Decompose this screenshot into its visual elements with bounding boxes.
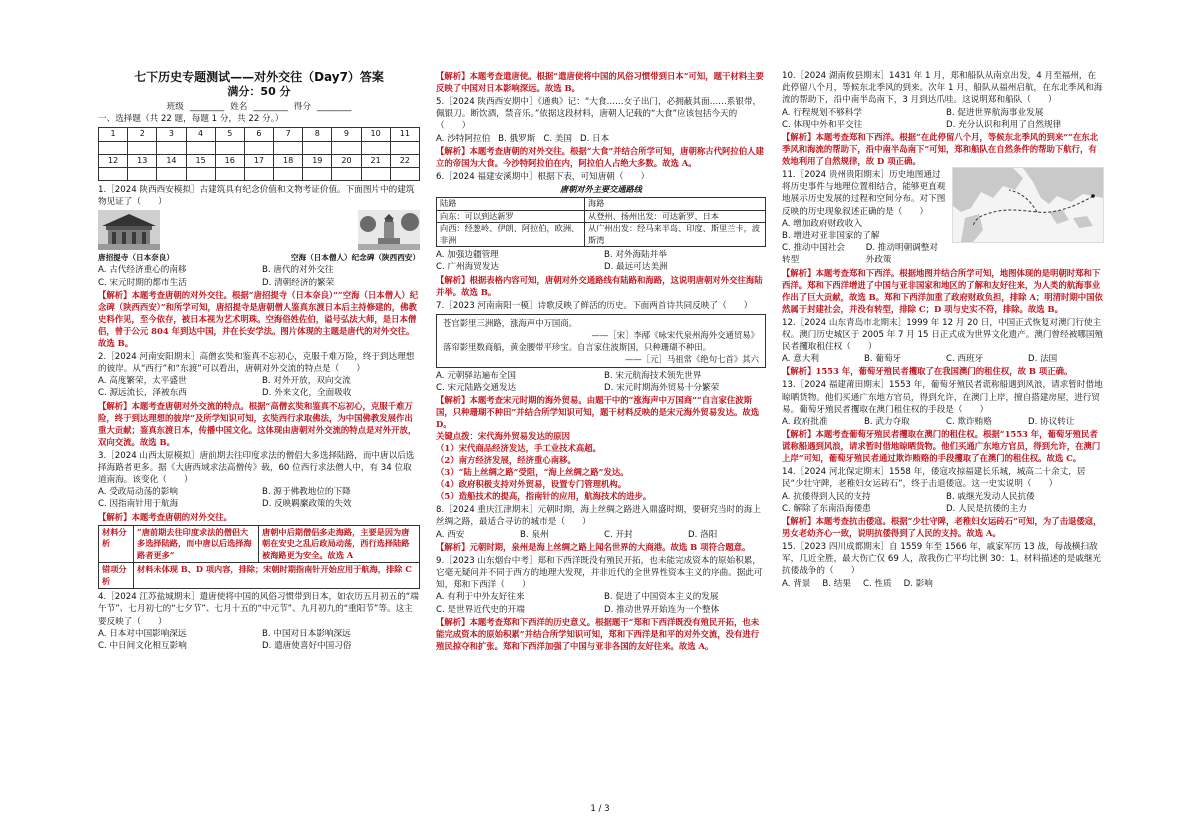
option: A. 背景 bbox=[782, 578, 811, 589]
page-title: 七下历史专题测试——对外交往（Day7）答案 bbox=[134, 70, 384, 84]
q6-options bbox=[436, 249, 766, 273]
option: B. 结果 bbox=[822, 578, 851, 589]
table-cell: 材料分析 bbox=[99, 525, 134, 563]
option: A. 古代经济重心的南移 bbox=[98, 265, 187, 276]
option: A. 沙特阿拉伯 bbox=[436, 133, 491, 144]
option: B. 中国对日本影响深远 bbox=[262, 628, 351, 639]
option: B. 葡萄牙 bbox=[864, 354, 902, 365]
q10-analysis: 【解析】本题考查郑和下西洋。根据“在此停留八个月，等候东北季风的到来”“在东北季风和海流的帮助下，沿中南半岛南下”可知，郑和船队在自然条件的帮助下航行，有效地利用了自然规律，故 D 项正确。 bbox=[782, 132, 1098, 167]
q7-analysis: 【解析】本题考查宋元时期的海外贸易。由题干中的“涨海声中万国商”“自言家住波斯国，只种珊瑚不种田”并结合所学知识可知，题干材料反映的是宋元海外贸易发达。故选 D。 bbox=[436, 395, 760, 430]
question-15: 15.［2023 四川成都期末］自 1559 年至 1566 年，戚家军历 13 战，每战横扫敌军，几近全胜，最大伤亡仅 69 人，敌我伤亡平均比例 30：1。材料描述的是戚继光抗倭战争的（ ） bbox=[782, 542, 1102, 577]
option: C. 体现中外和平交往 bbox=[782, 119, 863, 130]
question-11: 11.［2024 贵州贵阳期末］历史地图通过将历史事件与地理位置相结合，能够更直观地展示历史发展的过程和空间分布。对下图反映的历史现象叙述正确的是（ ） bbox=[782, 170, 946, 217]
q7-keypoint-title: 关键点拨：宋代海外贸易发达的原因 bbox=[436, 431, 570, 442]
option: C. 解除了东南沿海倭患 bbox=[782, 503, 871, 514]
table-cell: 向东：可以到达新罗 bbox=[437, 210, 585, 223]
option: D. 洛阳 bbox=[688, 529, 718, 540]
q1-captions bbox=[98, 252, 420, 264]
option: A. 政府批准 bbox=[782, 417, 828, 428]
table-cell: 向西：经葱岭、伊朗、阿拉伯，欧洲、非洲 bbox=[437, 223, 585, 247]
option: A. 高度繁荣，太平盛世 bbox=[98, 376, 187, 387]
q8-options bbox=[436, 529, 766, 541]
answer-grid-blank-row bbox=[99, 141, 420, 154]
poem-source: ——［宋］李邴《咏宋代泉州海外交通贸易》 bbox=[591, 329, 759, 340]
q10-options bbox=[782, 107, 1104, 131]
option: C. 推动中国社会转型 bbox=[782, 243, 846, 266]
q7-poem-box bbox=[436, 314, 766, 368]
question-1: 1.［2024 陕西西安模拟］古建筑具有纪念价值和文物考证价值。下面图片中的建筑物见证了（ ） bbox=[98, 184, 415, 208]
table-cell: 材料未体现 B、D 项内容，排除；宋朝时期指南针开始应用于航海，排除 C bbox=[134, 563, 420, 589]
q6-table-caption: 唐朝对外主要交通路线 bbox=[560, 184, 642, 195]
option: B. 对外开放，双向交流 bbox=[262, 376, 351, 387]
option: A. 日本对中国影响深远 bbox=[98, 628, 187, 639]
option: A. 行程规划不够科学 bbox=[782, 107, 862, 118]
question-8: 8.［2024 重庆江津期末］元朝时期，海上丝绸之路进入鼎盛时期，要研究当时的海上丝绸之路，最适合寻访的城市是（ ） bbox=[436, 505, 761, 528]
q14-options bbox=[782, 491, 1104, 515]
option: D. 日本 bbox=[579, 133, 610, 144]
option: D. 协议转让 bbox=[1028, 417, 1075, 428]
option: A. 受政局动荡的影响 bbox=[98, 487, 178, 498]
question-13: 13.［2024 福建莆田期末］1553 年，葡萄牙殖民者谎称船遇到风浪，请求暂时借地晾晒货物。他们买通广东地方官员，得到允许，在澳门上岸，擅自搭建房屋，进行贸易。葡萄牙殖民者攫取在澳门租住权的手段是（ ） bbox=[782, 380, 1103, 415]
answer-grid bbox=[98, 127, 420, 180]
option: A. 抗倭得到人民的支持 bbox=[782, 491, 871, 502]
question-5: 5.［2024 陕西西安期中］《通典》记：“大食……女子出门，必拥蔽其面……系银带，佩银刀。断饮酒，禁音乐。”依据这段材料，唐朝人记载的“大食”应该包括今天的（ ） bbox=[436, 97, 762, 132]
option: C. 西班牙 bbox=[946, 354, 984, 365]
option: A. 增加政府财政收入 bbox=[782, 218, 862, 229]
option: D. 充分认识和利用了自然规律 bbox=[946, 119, 1062, 130]
poem-line: 苍官影里三洲路，涨海声中万国商。 bbox=[443, 317, 577, 328]
table-cell: 错项分析 bbox=[99, 563, 134, 589]
q7-keypoint: （1）宋代商品经济发达，手工业技术高超。 bbox=[436, 443, 601, 454]
option: B. 俄罗斯 bbox=[498, 133, 536, 144]
table-header: 陆路 bbox=[437, 198, 585, 211]
option: C. 性质 bbox=[862, 578, 892, 589]
question-2: 2.［2024 河南安阳期末］高僧玄奘和鉴真不忘初心，克服千难万险，终于到达理想的彼岸。从“西行”和“东渡”可以看出，唐朝对外交流的特点是（ ） bbox=[98, 351, 415, 375]
option: D. 人民是抗倭的主力 bbox=[946, 503, 1027, 514]
q7-keypoint: （3）“陆上丝绸之路”受阻，“海上丝绸之路”发达。 bbox=[436, 467, 629, 478]
table-cell: 唐朝中后期僧侣多走海路，主要是因为唐朝在安史之乱后政局动荡，西行选择陆路被海路更为安全。故选 A bbox=[259, 525, 420, 563]
q9-options bbox=[436, 591, 766, 615]
class-label: 班级 bbox=[166, 102, 184, 112]
question-12: 12.［2024 山东青岛市北期末］1999 年 12 月 20 日，中国正式恢复对澳门行使主权。澳门历史城区于 2005 年 7 月 15 日正式成为世界文化遗产。澳门曾经被哪国殖民者攫取租住权（ ） bbox=[782, 317, 1104, 353]
option: B. 宋元航海技术领先世界 bbox=[604, 370, 702, 381]
section-heading: 一、选择题（共 22 题，每题 1 分，共 22 分。） bbox=[98, 114, 284, 125]
option: C. 因指南针用于航海 bbox=[98, 499, 179, 510]
option: A. 加强边疆管理 bbox=[436, 250, 499, 261]
student-info-line: 班级 ________ 姓名 ________ 得分 ________ bbox=[166, 102, 352, 112]
name-label: 姓名 bbox=[230, 102, 248, 112]
q13-options bbox=[782, 416, 1104, 428]
q2-options bbox=[98, 375, 420, 399]
q12-analysis: 【解析】1553 年，葡萄牙殖民者攫取了在我国澳门的租住权，故 B 项正确。 bbox=[782, 366, 1073, 377]
poem-line: 落帘影里数商船，黄金腰带平珍宝。自言家住波斯国，只种珊瑚不种田。 bbox=[443, 341, 711, 352]
option: B. 源于佛教地位的下降 bbox=[262, 487, 351, 498]
table-header: 海路 bbox=[585, 198, 766, 211]
q1-options bbox=[98, 264, 420, 288]
option: D. 清朝经济的繁荣 bbox=[262, 277, 335, 288]
q8-analysis: 【解析】元朝时期，泉州是海上丝绸之路上闻名世界的大商港。故选 B 项符合题意。 bbox=[436, 541, 751, 552]
option: C. 宋元陆路交通发达 bbox=[436, 383, 517, 394]
option: B. 促进了中国资本主义的发展 bbox=[604, 592, 719, 603]
question-6: 6.［2024 福建安溪期中］根据下表，可知唐朝（ ） bbox=[436, 171, 650, 182]
q1-analysis: 【解析】本题考查唐朝的对外交往。根据“唐招提寺（日本奈良）”“空海（日本僧人）纪念碑（陕西西安）”和所学可知，唐招提寺是唐朝僧人鉴真东渡日本后主持修建的，佛教史料作见，至今依存，被日本视为艺术明珠。空海俗姓佐伯，谥号弘法大师，是日本僧侣，曾于公元 804 年到达中国，并在长安学法。图片体现的主题是唐代的对外交往。故选 B。 bbox=[98, 289, 419, 348]
q3-analysis-table bbox=[98, 525, 420, 590]
q3-analysis: 【解析】本题考查唐朝的对外交往。 bbox=[98, 511, 232, 522]
option: C. 宋元时期的都市生活 bbox=[98, 277, 187, 288]
score-label: 得分 bbox=[293, 102, 311, 112]
column-right bbox=[782, 70, 1104, 590]
poem-source: ——［元］马祖常《绝句七首》其六 bbox=[625, 353, 759, 364]
table-cell: 从登州、扬州出发：可达新罗、日本 bbox=[585, 210, 766, 223]
option: D. 法国 bbox=[1028, 354, 1058, 365]
option: C. 美国 bbox=[543, 133, 572, 144]
option: D. 遣唐使喜好中国习俗 bbox=[262, 640, 352, 651]
q7-keypoint: （4）政府积极支持对外贸易，设置专门管理机构。 bbox=[436, 479, 627, 490]
answer-grid-blank-row bbox=[99, 167, 420, 180]
question-7: 7.［2023 河南南阳一模］诗歌反映了鲜活的历史。下面两首诗共同反映了（ ） bbox=[436, 300, 753, 311]
column-left bbox=[98, 70, 420, 652]
question-3: 3.［2024 山西太原模拟］唐前期去往印度求法的僧侣大多选择陆路，而中唐以后选择海路者更多。据《大唐西域求法高僧传》载，60 位西行求法僧人中，有 34 位取道南海。该变化（ ） bbox=[98, 450, 415, 486]
option: D. 推动世界开始连为一个整体 bbox=[604, 604, 720, 615]
option: A. 西安 bbox=[436, 529, 465, 540]
option: D. 推动明朝调整对外政策 bbox=[865, 243, 938, 266]
question-9: 9.［2023 山东烟台中考］郑和下西洋既没有殖民开拓，也未能完成资本的原始积累，它毫无疑问并不同于西方的地理大发现，并非近代的全世界性资本主义的序曲。据此可知，郑和下西洋（ ） bbox=[436, 555, 763, 591]
column-middle bbox=[436, 70, 766, 652]
q3-options bbox=[98, 486, 420, 510]
option: D. 反映羁縻政策的失效 bbox=[262, 499, 352, 510]
q7-keypoint: （2）南方经济发展，经济重心南移。 bbox=[436, 455, 576, 466]
option: B. 促进世界航海事业发展 bbox=[946, 107, 1044, 118]
option: C. 是世界近代史的开端 bbox=[436, 604, 525, 615]
q14-analysis: 【解析】本题考查抗击倭寇。根据“少壮守陴，老稚妇女运砖石”可知，为了击退倭寇，男女老幼齐心一致，说明抗倭得到了人民的支持。故选 A。 bbox=[782, 516, 1102, 539]
option: B. 泉州 bbox=[520, 529, 549, 540]
temple-photo bbox=[98, 210, 160, 250]
q5-analysis: 【解析】本题考查唐朝的对外交往。根据“大食”并结合所学可知，唐朝称古代阿拉伯人建立的帝国为大食。今沙特阿拉伯在内，阿拉伯人占绝大多数。故选 A。 bbox=[436, 145, 764, 168]
q4-options bbox=[98, 628, 420, 652]
option: D. 最远可达美洲 bbox=[604, 262, 668, 273]
page-number: 1 / 3 bbox=[590, 804, 610, 814]
monument-photo bbox=[358, 210, 420, 250]
q13-analysis: 【解析】本题考查葡萄牙殖民者攫取在澳门的租住权。根据“1553 年，葡萄牙殖民者谎称船遇到风浪，请求暂时借地晾晒货物。他们买通广东地方官员，得到允许，在澳门上岸”可知，葡萄牙殖民者通过欺诈贿赂的手段攫取了在澳门的租住权。故选 C。 bbox=[782, 429, 1101, 464]
question-10: 10.［2024 湖南攸县期末］1431 年 1 月，郑和船队从南京出发，4 月至福州，在此停留八个月，等候东北季风的到来。次年 1 月，船队从福州启航，在东北季风和海流的帮助下，沿中南半岛南下，3 月到达爪哇。这说明郑和船队（ ） bbox=[782, 71, 1103, 106]
q15-options bbox=[782, 578, 1104, 590]
q1-images bbox=[98, 210, 420, 250]
question-14: 14.［2024 河北保定期末］1558 年，倭寇攻掠福建长乐城，城高二十余丈，居民“少壮守陴，老稚妇女运砖石”，终于击退倭寇。这一史实说明（ ） bbox=[782, 467, 1086, 490]
table-cell: “唐前期去往印度求法的僧侣大多选择陆路，而中唐以后选择海路者更多” bbox=[134, 525, 259, 563]
option: C. 广州海贸发达 bbox=[436, 262, 500, 273]
option: A. 意大利 bbox=[782, 354, 819, 365]
answer-grid-row: 12 13 14 15 16 17 18 19 20 21 22 bbox=[99, 154, 420, 167]
q1-caption-right: 空海（日本僧人）纪念碑（陕西西安） bbox=[290, 253, 420, 263]
voyage-route-map bbox=[952, 167, 1104, 243]
option: C. 中日间文化相互影响 bbox=[98, 640, 187, 651]
option: A. 有利于中外友好往来 bbox=[436, 592, 525, 603]
answer-grid-row: 1 2 3 4 5 6 7 8 9 10 11 bbox=[99, 128, 420, 141]
option: C. 欺诈贿赂 bbox=[946, 417, 992, 428]
question-4: 4.［2024 江苏盐城期末］遣唐使将中国的风俗习惯带到日本，如农历五月初五的“端午节”、七月初七的“七夕节”、七月十五的“中元节”、九月初九的“重阳节”等。这主要反映了（ ） bbox=[98, 592, 419, 627]
option: C. 源远流长，泽被东西 bbox=[98, 388, 187, 399]
option: B. 唐代的对外交往 bbox=[262, 265, 334, 276]
q7-options bbox=[436, 370, 766, 394]
option: B. 增进对亚非国家的了解 bbox=[782, 231, 880, 242]
q11-analysis: 【解析】本题考查郑和下西洋。根据地图并结合所学可知，地图体现的是明朝时郑和下西洋。郑和下西洋增进了中国与亚非国家和地区的了解和友好往来，为人类的航海事业作出了巨大贡献，故选 B。郑和下西洋加重了政府财政负担，排除 A；明清时期中国依然属于封建社会，并没有转型，排除 C；D 项与史实不符，排除。故选 B。 bbox=[782, 267, 1103, 314]
option: D. 宋元时期海外贸易十分繁荣 bbox=[604, 383, 720, 394]
q2-analysis: 【解析】本题考查唐朝对外交流的特点。根据“高僧玄奘和鉴真不忘初心，克服千难万险，终于到达理想的彼岸”及所学知识可知，玄奘西行求取佛法，为中国佛教发展作出重大贡献；鉴真东渡日本，传播中国文化。这体现由唐朝对外交流的特点是对外开放，双向交流。故选 B。 bbox=[98, 400, 417, 447]
option: A. 元朝驿站遍布全国 bbox=[436, 370, 516, 381]
q9-analysis: 【解析】本题考查郑和下西洋的历史意义。根据题干“郑和下西洋既没有殖民开拓，也未能完成资本的原始积累”并结合所学知识可知，郑和下西洋是和平的对外交流，没有进行殖民掠夺和扩张。郑和下西洋加强了中国与亚非各国的友好往来。故选 A。 bbox=[436, 616, 760, 651]
full-score: 满分：50 分 bbox=[227, 85, 291, 98]
q1-caption-left: 唐招提寺（日本奈良） bbox=[98, 253, 174, 263]
option: B. 武力夺取 bbox=[864, 417, 910, 428]
table-cell: 从广州出发：经马来半岛、印度、斯里兰卡，波斯湾 bbox=[585, 223, 766, 247]
option: B. 对外海陆并举 bbox=[604, 250, 667, 261]
q12-options bbox=[782, 353, 1104, 365]
q6-route-table bbox=[436, 197, 766, 247]
q7-keypoint: （5）造船技术的提高，指南针的应用，航海技术的进步。 bbox=[436, 491, 652, 502]
q6-analysis: 【解析】根据表格内容可知，唐朝对外交通路线有陆路和海路，这说明唐朝对外交往海陆并举。故选 B。 bbox=[436, 274, 763, 297]
option: C. 开封 bbox=[604, 529, 633, 540]
q4-analysis: 【解析】本题考查遣唐使。根据“遣唐使将中国的风俗习惯带到日本”可知，题干材料主要反映了中国对日本影响深远。故选 B。 bbox=[436, 71, 764, 93]
option: B. 戚继光发动人民抗倭 bbox=[946, 491, 1035, 502]
option: D. 外来文化，全面吸收 bbox=[262, 388, 352, 399]
q5-options bbox=[436, 133, 766, 145]
option: D. 影响 bbox=[903, 578, 933, 589]
